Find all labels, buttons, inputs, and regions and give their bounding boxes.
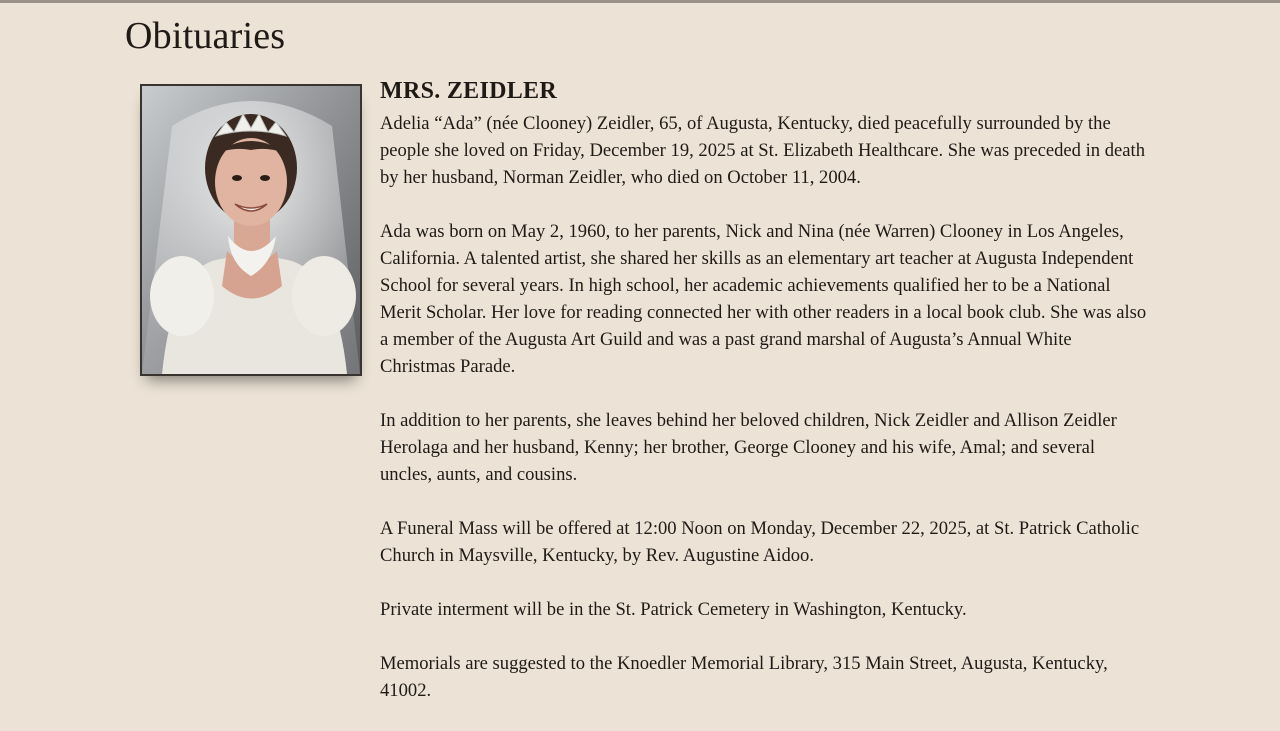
portrait-photo — [140, 84, 362, 376]
obituary-paragraph-memorials: Memorials are suggested to the Knoedler Memorial Library, 315 Main Street, Augusta, Kentucky, 41002. — [380, 653, 1108, 701]
obituary-paragraph-interment: Private interment will be in the St. Patrick Cemetery in Washington, Kentucky. — [380, 599, 967, 620]
obituary-paragraph-biography: Ada was born on May 2, 1960, to her parents, Nick and Nina (née Warren) Clooney in Los Angeles, California. A talented artist, she shared her skills as an elementary art teacher at Augusta Independent School for several years. In high school, her academic achievements qualified her to be a National Merit Scholar. Her love for reading connected her with other readers in a local book club. She was also a member of the Augusta Art Guild and was a past grand marshal of Augusta’s Annual White Christmas Parade. — [380, 221, 1147, 377]
obituary-name: MRS. ZEIDLER — [380, 78, 557, 104]
obituary-paragraph-intro: Adelia “Ada” (née Clooney) Zeidler, 65, of Augusta, Kentucky, died peacefully surrounded by the people she loved on Friday, December 19, 2025 at St. Elizabeth Healthcare. She was preceded in death by her husband, Norman Zeidler, who died on October 11, 2004. — [380, 113, 1146, 188]
portrait-photo-icon — [142, 86, 360, 374]
obituary-paragraph-survivors: In addition to her parents, she leaves behind her beloved children, Nick Zeidler and Allison Zeidler Herolaga and her husband, Kenny; her brother, George Clooney and his wife, Amal; and several uncles, aunts, and cousins. — [380, 410, 1117, 485]
obituary-article — [380, 76, 1150, 731]
obituary-paragraph-funeral-mass: A Funeral Mass will be offered at 12:00 Noon on Monday, December 22, 2025, at St. Patrick Catholic Church in Maysville, Kentucky, by Rev. Augustine Aidoo. — [380, 518, 1140, 566]
page-title: Obituaries — [125, 15, 286, 57]
top-divider — [0, 0, 1280, 3]
